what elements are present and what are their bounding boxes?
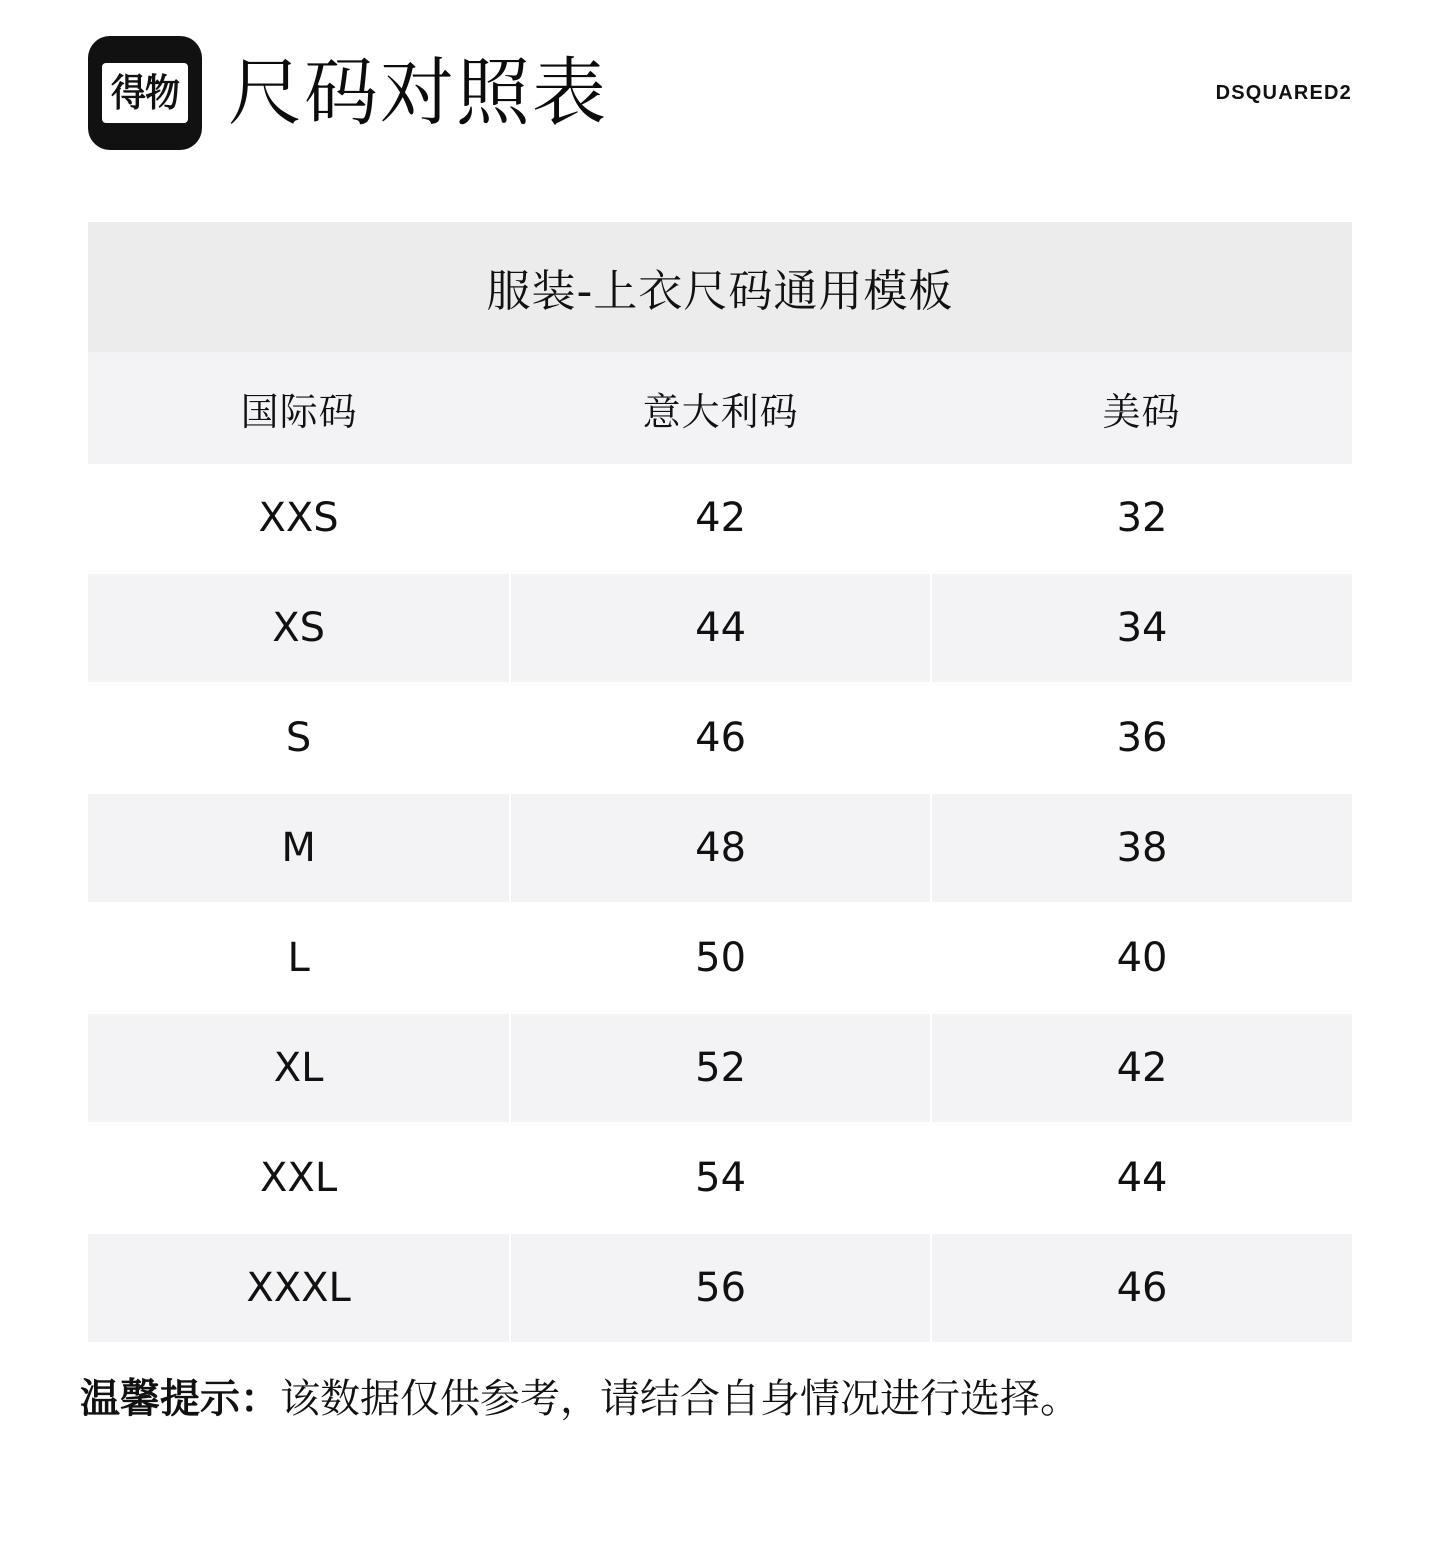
- table-row: [88, 1123, 1352, 1233]
- cell-international: M: [88, 793, 510, 903]
- table-header-row: [88, 352, 1352, 464]
- cell-us: 34: [931, 573, 1352, 683]
- column-header-international: 国际码: [88, 352, 510, 464]
- cell-international: XXS: [88, 464, 510, 573]
- size-table: [88, 352, 1352, 1342]
- cell-international: S: [88, 683, 510, 793]
- footer-note-label: 温馨提示：: [80, 1376, 280, 1422]
- cell-us: 32: [931, 464, 1352, 573]
- footer-note: [80, 1372, 1370, 1426]
- cell-italian: 52: [510, 1013, 931, 1123]
- cell-italian: 56: [510, 1233, 931, 1342]
- cell-us: 46: [931, 1233, 1352, 1342]
- cell-us: 42: [931, 1013, 1352, 1123]
- cell-italian: 44: [510, 573, 931, 683]
- cell-italian: 46: [510, 683, 931, 793]
- cell-international: L: [88, 903, 510, 1013]
- cell-us: 40: [931, 903, 1352, 1013]
- table-row: [88, 1233, 1352, 1342]
- dewu-logo-label: 得物: [110, 71, 180, 115]
- cell-italian: 48: [510, 793, 931, 903]
- column-header-us: 美码: [931, 352, 1352, 464]
- size-table-wrap: [88, 222, 1352, 1342]
- cell-italian: 50: [510, 903, 931, 1013]
- cell-italian: 42: [510, 464, 931, 573]
- cell-us: 36: [931, 683, 1352, 793]
- footer-note-text: 该数据仅供参考，请结合自身情况进行选择。: [280, 1376, 1080, 1422]
- cell-us: 44: [931, 1123, 1352, 1233]
- cell-international: XXXL: [88, 1233, 510, 1342]
- table-row: [88, 573, 1352, 683]
- table-row: [88, 1013, 1352, 1123]
- dewu-logo-inner: [102, 63, 188, 123]
- dewu-logo-icon: [88, 36, 202, 150]
- cell-international: XXL: [88, 1123, 510, 1233]
- table-caption: 服装-上衣尺码通用模板: [88, 222, 1352, 352]
- table-row: [88, 793, 1352, 903]
- cell-international: XL: [88, 1013, 510, 1123]
- brand-label: DSQUARED2: [1215, 81, 1352, 104]
- column-header-italian: 意大利码: [510, 352, 931, 464]
- table-row: [88, 903, 1352, 1013]
- cell-international: XS: [88, 573, 510, 683]
- cell-italian: 54: [510, 1123, 931, 1233]
- page-header: [88, 28, 1352, 158]
- table-row: [88, 464, 1352, 573]
- cell-us: 38: [931, 793, 1352, 903]
- page-title: 尺码对照表: [228, 50, 608, 136]
- table-row: [88, 683, 1352, 793]
